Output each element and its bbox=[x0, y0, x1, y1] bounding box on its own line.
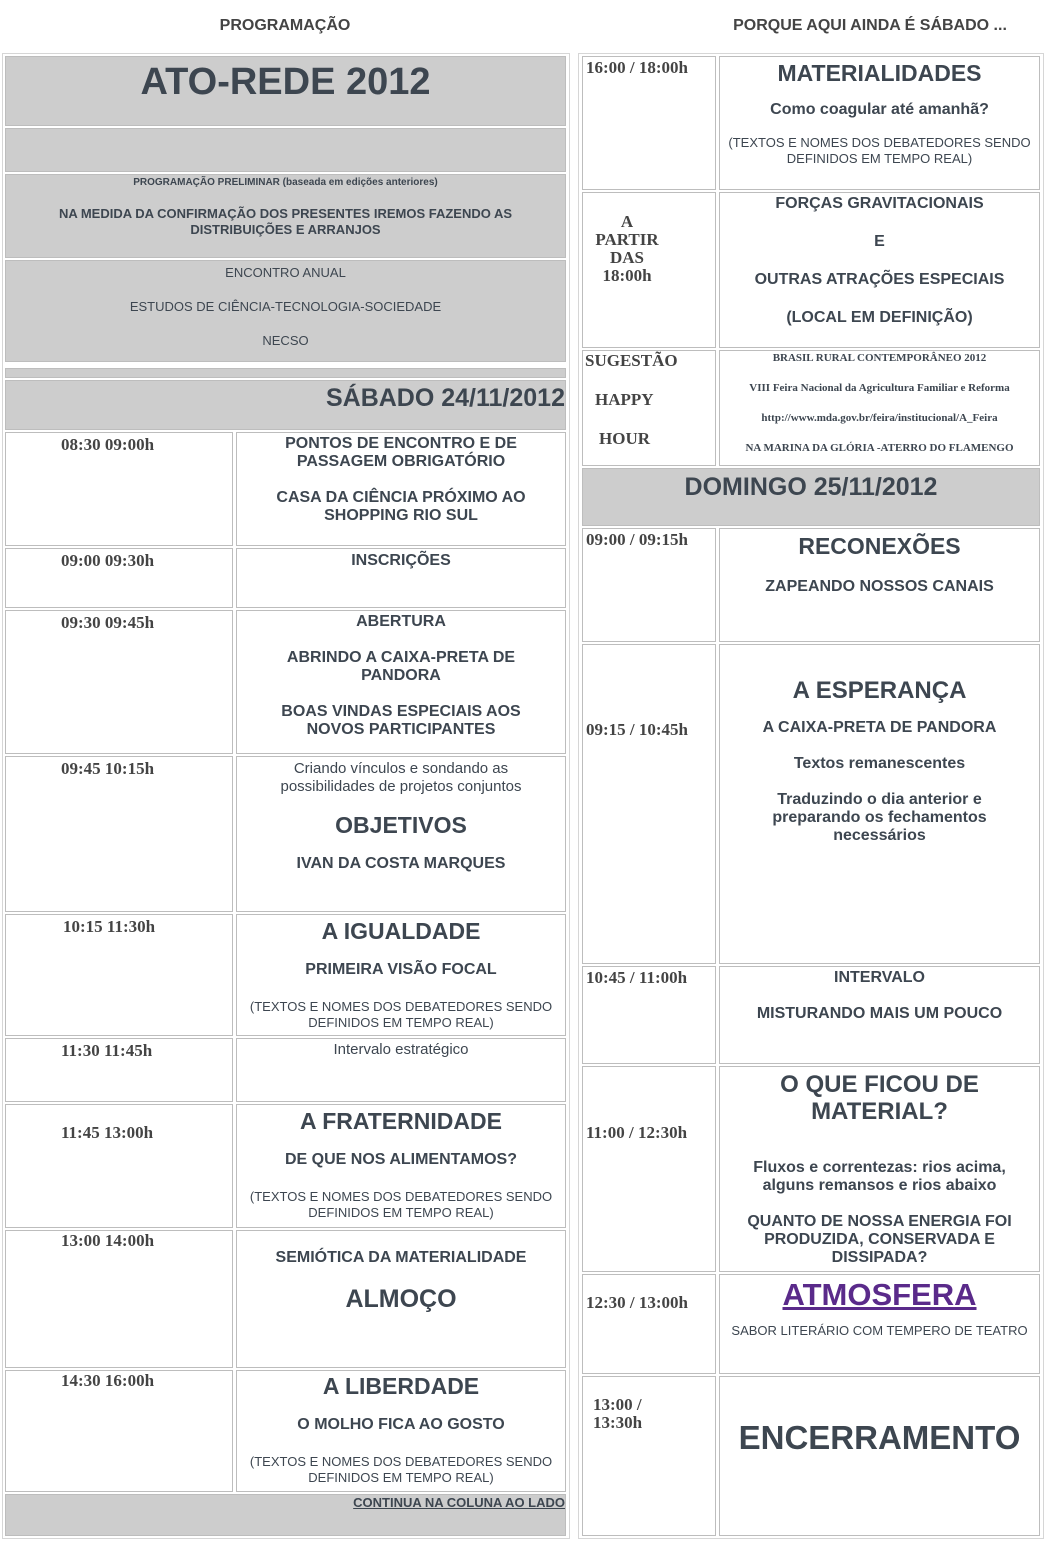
rsat-row3-time bbox=[582, 350, 716, 466]
sunday-title-block bbox=[582, 468, 1040, 526]
sun-row6-time bbox=[582, 1376, 716, 1536]
sun-row4-time bbox=[582, 1066, 716, 1272]
sun-row1-content bbox=[719, 528, 1040, 642]
rsat-row3-content bbox=[719, 350, 1040, 466]
activity-subtitle: Como coagular até amanhã? bbox=[770, 101, 989, 118]
activity-subtitle: OUTRAS ATRAÇÕES ESPECIAIS bbox=[754, 271, 1005, 288]
continue-link[interactable]: CONTINUA NA COLUNA AO LADO bbox=[353, 1495, 565, 1510]
activity-title: MATERIALIDADES bbox=[777, 60, 982, 86]
time-label: 09:00 / 09:15h bbox=[586, 530, 688, 549]
time-label: 09:15 / 10:45h bbox=[586, 720, 688, 739]
sat-row8-time bbox=[5, 1230, 233, 1368]
activity-note: Traduzindo o dia anterior e preparando os fechamentos necessários bbox=[772, 791, 987, 844]
sun-row1-time bbox=[582, 528, 716, 642]
sunday-title: DOMINGO 25/11/2012 bbox=[684, 473, 938, 501]
activity-title: A FRATERNIDADE bbox=[300, 1108, 502, 1134]
sun-row2-time bbox=[582, 644, 716, 964]
sun-row6-content bbox=[719, 1376, 1040, 1536]
meeting-line2: ESTUDOS DE CIÊNCIA-TECNOLOGIA-SOCIEDADE bbox=[129, 299, 442, 314]
activity-title: INTERVALO bbox=[834, 969, 925, 986]
sat-row7-time bbox=[5, 1104, 233, 1228]
activity-title: RECONEXÕES bbox=[798, 533, 961, 559]
activity-subtitle: O MOLHO FICA AO GOSTO bbox=[297, 1416, 505, 1433]
meeting-line3: NECSO bbox=[262, 333, 309, 348]
time-label: 11:30 11:45h bbox=[61, 1041, 153, 1060]
activity-note: (TEXTOS E NOMES DOS DEBATEDORES SENDO DEFINIDOS EM TEMPO REAL) bbox=[249, 1454, 553, 1485]
sat-row3-content bbox=[236, 610, 566, 754]
rsat-row1-content bbox=[719, 56, 1040, 190]
happy-label: HAPPY bbox=[595, 390, 654, 409]
activity-note: (TEXTOS E NOMES DOS DEBATEDORES SENDO DEFINIDOS EM TEMPO REAL) bbox=[728, 135, 1031, 166]
activity-subtitle: A CAIXA-PRETA DE PANDORA bbox=[762, 719, 997, 736]
sat-row1-content bbox=[236, 432, 566, 546]
time-label: A PARTIR DAS 18:00h bbox=[595, 212, 659, 285]
activity-title: INSCRIÇÕES bbox=[351, 552, 451, 569]
activity-subtitle: SEMIÓTICA DA MATERIALIDADE bbox=[275, 1249, 527, 1266]
time-label: 10:45 / 11:00h bbox=[586, 968, 688, 987]
sat-row2-content bbox=[236, 548, 566, 608]
activity-title: Intervalo estratégico bbox=[333, 1041, 469, 1058]
activity-title: PONTOS DE ENCONTRO E DE PASSAGEM OBRIGATÓRIO bbox=[285, 435, 517, 470]
activity-question: QUANTO DE NOSSA ENERGIA FOI PRODUZIDA, CONSERVADA E DISSIPADA? bbox=[747, 1213, 1012, 1266]
activity-subtitle: MISTURANDO MAIS UM POUCO bbox=[756, 1005, 1003, 1022]
rsat-row2-content bbox=[719, 192, 1040, 348]
sat-row2-time bbox=[5, 548, 233, 608]
sat-row5-content bbox=[236, 914, 566, 1036]
time-label: 16:00 / 18:00h bbox=[586, 58, 688, 77]
continue-block bbox=[5, 1494, 566, 1536]
activity-title: A IGUALDADE bbox=[321, 918, 481, 944]
sat-row5-time bbox=[5, 914, 233, 1036]
sun-row3-time bbox=[582, 966, 716, 1064]
sat-row6-content bbox=[236, 1038, 566, 1102]
sat-row9-content bbox=[236, 1370, 566, 1492]
page-title: ATO-REDE 2012 bbox=[140, 61, 431, 103]
sun-row2-content bbox=[719, 644, 1040, 964]
left-header: PROGRAMAÇÃO bbox=[219, 17, 351, 34]
activity-title: A ESPERANÇA bbox=[792, 677, 967, 704]
meeting-block bbox=[5, 260, 566, 362]
sat-row8-content bbox=[236, 1230, 566, 1368]
time-label: 09:45 10:15h bbox=[61, 759, 155, 778]
sat-row3-time bbox=[5, 610, 233, 754]
activity-title: ALMOÇO bbox=[345, 1285, 457, 1313]
time-label: 09:00 09:30h bbox=[61, 551, 155, 570]
sat-row9-time bbox=[5, 1370, 233, 1492]
meeting-line1: ENCONTRO ANUAL bbox=[225, 265, 346, 280]
activity-subtitle: ABRINDO A CAIXA-PRETA DE PANDORA bbox=[286, 649, 516, 684]
activity-conj: E bbox=[874, 233, 885, 250]
sat-row4-time bbox=[5, 756, 233, 912]
activity-subtitle: PRIMEIRA VISÃO FOCAL bbox=[305, 961, 497, 978]
spacer-block bbox=[5, 128, 566, 172]
sun-row4-content bbox=[719, 1066, 1040, 1272]
activity-note: (LOCAL EM DEFINIÇÃO) bbox=[786, 309, 973, 326]
activity-note: (TEXTOS E NOMES DOS DEBATEDORES SENDO DEFINIDOS EM TEMPO REAL) bbox=[249, 999, 553, 1030]
sat-row7-content bbox=[236, 1104, 566, 1228]
activity-note: BOAS VINDAS ESPECIAIS AOS NOVOS PARTICIPANTES bbox=[281, 703, 521, 738]
event-url: http://www.mda.gov.br/feira/institucional/A_Feira bbox=[761, 412, 998, 424]
sun-row5-content bbox=[719, 1274, 1040, 1374]
sat-row4-content bbox=[236, 756, 566, 912]
rsat-row1-time bbox=[582, 56, 716, 190]
activity-title: ENCERRAMENTO bbox=[738, 1419, 1021, 1456]
sat-row1-time bbox=[5, 432, 233, 546]
time-label: 11:00 / 12:30h bbox=[586, 1123, 688, 1142]
activity-subtitle: SABOR LITERÁRIO COM TEMPERO DE TEATRO bbox=[731, 1323, 1028, 1338]
prelim-block bbox=[5, 174, 566, 258]
rsat-row2-time bbox=[582, 192, 716, 348]
prelim-small: PROGRAMAÇÃO PRELIMINAR (baseada em edições anteriores) bbox=[133, 177, 438, 188]
activity-subtitle: Fluxos e correntezas: rios acima, alguns remansos e rios abaixo bbox=[753, 1159, 1006, 1194]
sun-row5-time bbox=[582, 1274, 716, 1374]
event-subtitle: VIII Feira Nacional da Agricultura Familiar e Reforma bbox=[749, 382, 1010, 394]
activity-subtitle: ZAPEANDO NOSSOS CANAIS bbox=[765, 578, 994, 595]
time-label: 08:30 09:00h bbox=[61, 435, 155, 454]
activity-title: FORÇAS GRAVITACIONAIS bbox=[775, 195, 984, 212]
saturday-title: SÁBADO 24/11/2012 bbox=[325, 384, 565, 412]
event-title: BRASIL RURAL CONTEMPORÂNEO 2012 bbox=[772, 352, 987, 364]
activity-speaker: IVAN DA COSTA MARQUES bbox=[296, 855, 506, 872]
prelim-note: NA MEDIDA DA CONFIRMAÇÃO DOS PRESENTES IREMOS FAZENDO AS DISTRIBUIÇÕES E ARRANJOS bbox=[58, 206, 513, 237]
activity-title: A LIBERDADE bbox=[322, 1373, 480, 1399]
activity-title: ABERTURA bbox=[356, 613, 446, 630]
activity-location: CASA DA CIÊNCIA PRÓXIMO AO SHOPPING RIO SUL bbox=[276, 489, 526, 524]
time-label: 12:30 / 13:00h bbox=[586, 1293, 688, 1312]
time-label: 09:30 09:45h bbox=[61, 613, 155, 632]
title-block bbox=[5, 56, 566, 126]
sat-row6-time bbox=[5, 1038, 233, 1102]
time-label: 11:45 13:00h bbox=[61, 1123, 154, 1142]
time-label: 13:00 / 13:30h bbox=[593, 1395, 643, 1432]
activity-title: O QUE FICOU DE MATERIAL? bbox=[780, 1071, 979, 1125]
saturday-title-block bbox=[5, 380, 566, 430]
activity-title: OBJETIVOS bbox=[335, 812, 467, 838]
time-label: 10:15 11:30h bbox=[63, 917, 156, 936]
time-label: 13:00 14:00h bbox=[61, 1231, 155, 1250]
activity-texts: Textos remanescentes bbox=[793, 755, 966, 772]
sun-row3-content bbox=[719, 966, 1040, 1064]
activity-subtitle: DE QUE NOS ALIMENTAMOS? bbox=[285, 1151, 517, 1168]
time-label: 14:30 16:00h bbox=[61, 1371, 155, 1390]
suggestion-label: SUGESTÃO bbox=[585, 351, 678, 370]
activity-description: Criando vínculos e sondando as possibilidades de projetos conjuntos bbox=[280, 760, 522, 795]
hour-label: HOUR bbox=[599, 429, 650, 448]
thin-divider bbox=[5, 368, 566, 378]
atmosfera-link[interactable]: ATMOSFERA bbox=[782, 1277, 977, 1312]
event-location: NA MARINA DA GLÓRIA -ATERRO DO FLAMENGO bbox=[745, 442, 1014, 454]
activity-note: (TEXTOS E NOMES DOS DEBATEDORES SENDO DEFINIDOS EM TEMPO REAL) bbox=[249, 1189, 553, 1220]
right-header: PORQUE AQUI AINDA É SÁBADO ... bbox=[733, 17, 1007, 34]
